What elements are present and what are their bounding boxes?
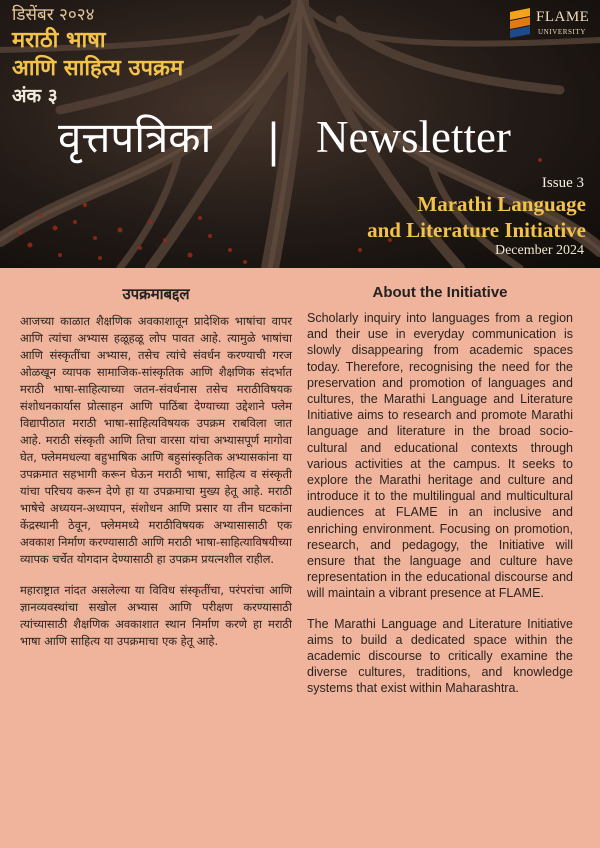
flame-logo-icon [508,8,532,40]
marathi-heading: उपक्रमाबद्दल [122,285,190,303]
english-paragraph-2: The Marathi Language and Literature Initiative aims to build a dedicated space within the academic discourse to critically examine the diverse cultures, traditions, and knowledge systems that exist within Maharashtra. [307,616,573,696]
marathi-paragraph-2: महाराष्ट्रात नांदत असलेल्या या विविध संस्कृतींचा, परंपरांचा आणि ज्ञानव्यवस्थांचा सखोल अभ्यास आणि परीक्षण करण्यासाठी त्यांच्यासाठी शैक्षणिक अवकाशात स्थान निर्माण करणे हा मराठी भाषा आणि साहित्य या उपक्रमाचा एक हेतू आहे. [20,583,292,648]
issue-english: Issue 3 [541,175,584,191]
issue-marathi: अंक ३ [12,85,58,107]
marathi-column [20,284,292,664]
english-heading: About the Initiative [372,284,508,301]
initiative-english [367,191,586,243]
title-separator: | [268,111,280,167]
initiative-english-line2: and Literature Initiative [367,218,586,242]
logo-name: FLAME [536,9,590,25]
english-paragraph-1: Scholarly inquiry into languages from a region and their use in everyday communication is slowly disappearing from academic spaces today. Therefore, recognising the need for the preservation and promotion of languages and cultures, the Marathi Language and Literature Initiative aims to research and promote Marathi language and literature in the broad socio-cultural and educational contexts through various activities at the campus. It seeks to explore the Marathi heritage and culture and introduce it to the multilingual and multicultural audiences at FLAME in an inclusive and enriching environment. Focusing on promotion, research, and pedagogy, the Initiative will ensure that the language and culture have representation in the educational discourse and will maintain a vibrant presence at FLAME. [307,311,573,601]
flame-logo [508,8,594,44]
date-english: December 2024 [494,243,584,258]
logo-subtitle: UNIVERSITY [538,28,586,36]
initiative-english-line1: Marathi Language [417,192,586,216]
english-column [307,284,573,711]
title-marathi: वृत्तपत्रिका [58,113,212,162]
title-english: Newsletter [316,112,511,162]
header-banner [0,0,600,268]
marathi-paragraph-1: आजच्या काळात शैक्षणिक अवकाशातून प्रादेशिक भाषांचा वापर आणि त्यांचा अभ्यास हळूहळू लोप पावत आहे. त्यामुळे भाषांचा आणि संस्कृतींचा अभ्यास, तसेच त्यांचे संवर्धन करण्याची गरज ओळखून व्यापक सामाजिक-सांस्कृतिक आणि शैक्षणिक संदर्भात मराठी भाषा-साहित्याच्या जतन-संवर्धनास तसेच मराठीविषयक संशोधनकार्यास प्रोत्साहन आणि पाठिंबा देण्याच्या उद्देशाने फ्लेम विद्यापीठात मराठी भाषा-साहित्यविषयक उपक्रम राबविला जात आहे. मराठी संस्कृती आणि तिचा वारसा यांचा अभ्यासपूर्ण मागोवा घेत, फ्लेममधल्या बहुभाषिक आणि बहुसांस्कृतिक अभ्यासकांना या उपक्रमात सहभागी करून घेऊन मराठी भाषा, साहित्य व संस्कृती यांचा परिचय करून देणे हा या उपक्रमाचा मुख्य हेतू आहे. मराठी भाषेचे अध्ययन-अध्यापन, संशोधन आणि प्रसार या तीन घटकांना केंद्रस्थानी ठेवून, फ्लेममध्ये मराठीविषयक अभ्यासासाठी एक अवकाश निर्माण करण्यासाठी आणि मराठी भाषा-साहित्याविषयीच्या व्यापक चर्चेत योगदान देण्यासाठी हा उपक्रम प्रयत्नशील राहील. [20,314,292,566]
date-marathi: डिसेंबर २०२४ [12,5,95,25]
initiative-marathi-line1: मराठी भाषा [12,28,106,53]
initiative-marathi-line2: आणि साहित्य उपक्रम [12,56,184,81]
